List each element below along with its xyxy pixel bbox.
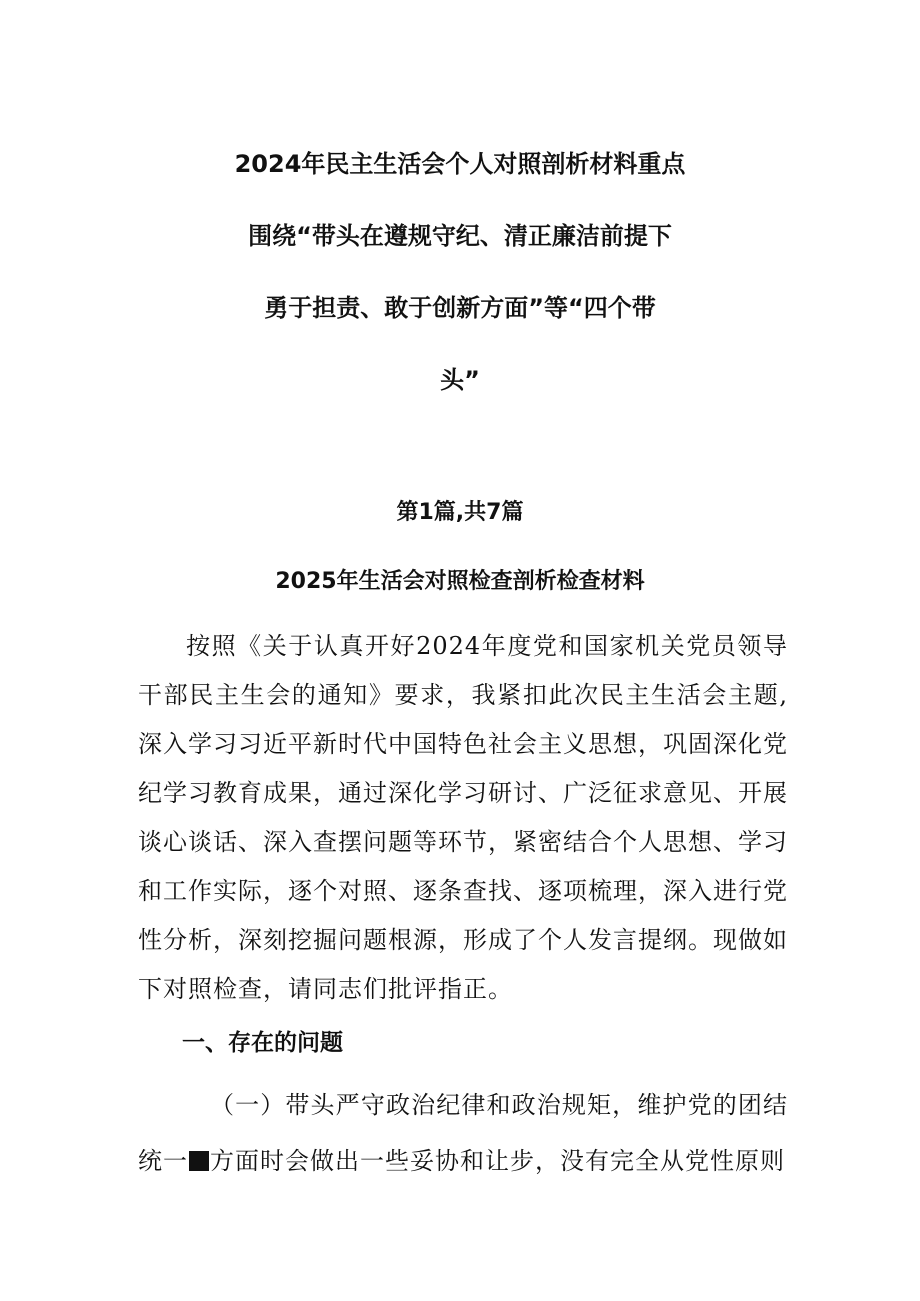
article-subtitle: 2025年生活会对照检查剖析检查材料: [275, 569, 645, 594]
item-text-part2: 方面时会做出一些妥协和让步，没有完全从党性原则: [210, 1147, 785, 1175]
section-heading: 一、存在的问题: [182, 1030, 343, 1056]
title-line-2: 围绕“带头在遵规守纪、清正廉洁前提下: [248, 222, 672, 250]
item-text-part1: （一）带头严守政治纪律和政治规矩，维护党的团结统一: [138, 1091, 788, 1175]
item-paragraph: [138, 1077, 788, 1189]
title-line-3: 勇于担责、敢于创新方面”等“四个带: [264, 294, 656, 322]
document-title: [0, 128, 920, 416]
title-line-4: 头”: [440, 366, 480, 394]
title-line-1: 2024年民主生活会个人对照剖析材料重点: [234, 150, 686, 178]
intro-paragraph: 按照《关于认真开好2024年度党和国家机关党员领导干部民主生会的通知》要求，我紧扣此次民主生活会主题,深入学习习近平新时代中国特色社会主义思想，巩固深化党纪学习教育成果，通过深化学习研讨、广泛征求意见、开展谈心谈话、深入查摆问题等环节，紧密结合个人思想、学习和工作实际，逐个对照、逐条查找、逐项梳理，深入进行党性分析，深刻挖掘问题根源，形成了个人发言提纲。现做如下对照检查，请同志们批评指正。: [138, 632, 788, 1003]
chapter-indicator: 第1篇,共7篇: [396, 500, 524, 525]
black-square-mark-icon: [189, 1151, 209, 1171]
